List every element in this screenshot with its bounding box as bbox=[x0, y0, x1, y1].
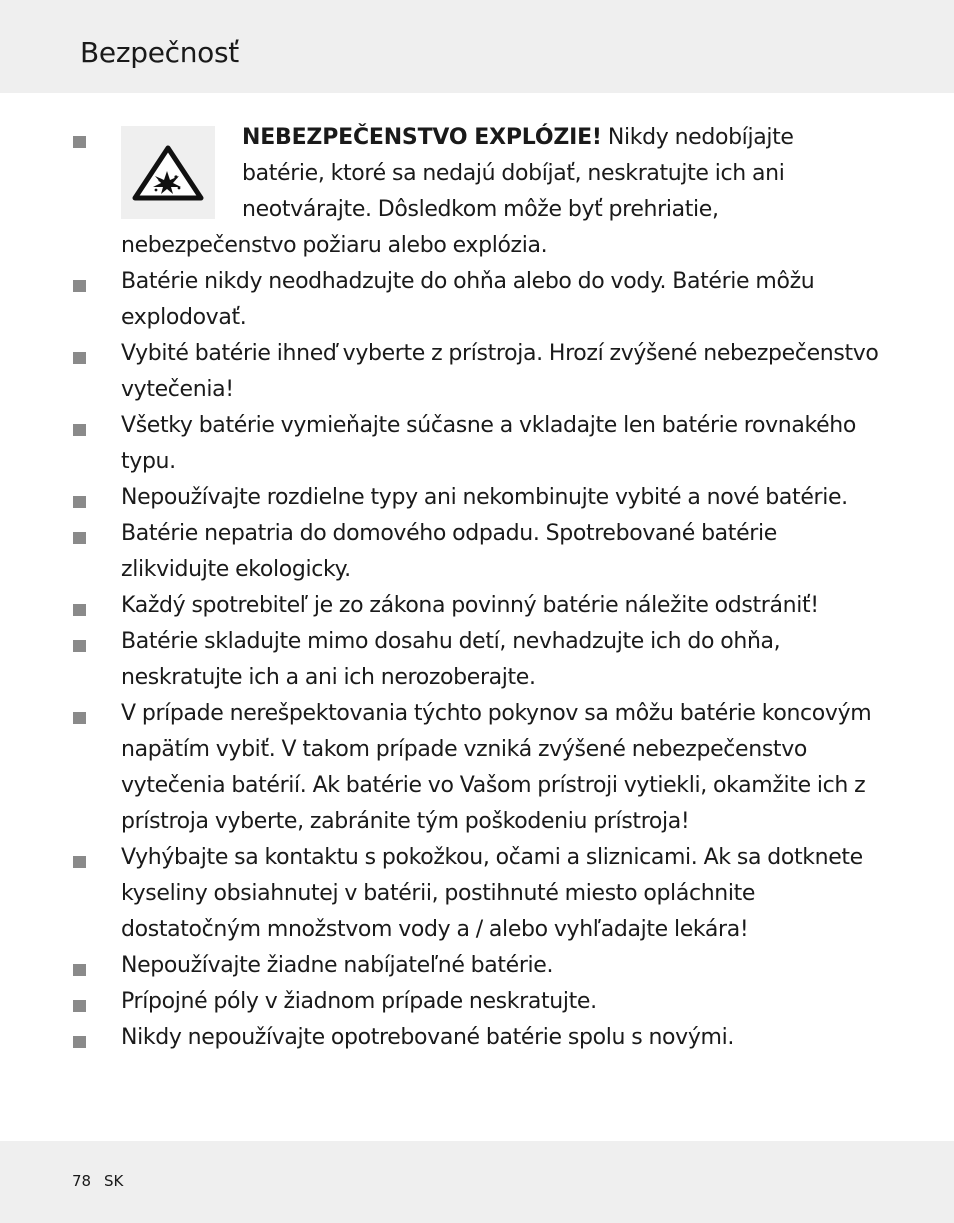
page-header bbox=[0, 0, 954, 93]
page-title: Bezpečnosť bbox=[80, 36, 239, 69]
bullet-square bbox=[73, 856, 86, 868]
list-item bbox=[0, 264, 881, 336]
list-item-text: Každý spotrebiteľ je zo zákona povinný batérie náležite odstrániť! bbox=[121, 593, 819, 618]
list-item bbox=[0, 336, 881, 408]
list-item-text: Nepoužívajte rozdielne typy ani nekombinujte vybité a nové batérie. bbox=[121, 485, 848, 510]
list-item-text: Batérie nikdy neodhadzujte do ohňa alebo do vody. Batérie môžu explodovať. bbox=[121, 269, 815, 330]
list-item-text: V prípade nerešpektovania týchto pokynov sa môžu batérie koncovým napätím vybiť. V takom prípade vzniká zvýšené nebezpečenstvo vytečenia batérií. Ak batérie vo Vašom prístroji vytiekli, okamžite ich z prístroja vyberte, zabránite tým poškodeniu prístroja! bbox=[121, 701, 872, 834]
bullet-square bbox=[73, 604, 86, 616]
list-item-text: Nikdy nepoužívajte opotrebované batérie spolu s novými. bbox=[121, 1025, 734, 1050]
list-item bbox=[0, 948, 881, 984]
bullet-square bbox=[73, 1000, 86, 1012]
list-item bbox=[0, 984, 881, 1020]
language-code: SK bbox=[104, 1172, 124, 1190]
bullet-square bbox=[73, 424, 86, 436]
bullet-square bbox=[73, 352, 86, 364]
bullet-square bbox=[73, 640, 86, 652]
list-item-text: Batérie skladujte mimo dosahu detí, nevhadzujte ich do ohňa, neskratujte ich a ani ich nerozoberajte. bbox=[121, 629, 781, 690]
bullet-square bbox=[73, 964, 86, 976]
list-item bbox=[0, 696, 881, 840]
list-item-text: Vyhýbajte sa kontaktu s pokožkou, očami a sliznicami. Ak sa dotknete kyseliny obsiahnutej v batérii, postihnuté miesto opláchnite dostatočným množstvom vody a / alebo vyhľadajte lekára! bbox=[121, 845, 863, 942]
page-footer bbox=[0, 1141, 954, 1223]
list-item bbox=[0, 624, 881, 696]
list-item-warning bbox=[0, 120, 881, 264]
safety-content bbox=[0, 120, 954, 1056]
list-item bbox=[0, 480, 881, 516]
explosion-warning-icon-graphic bbox=[132, 144, 204, 202]
safety-list bbox=[0, 120, 954, 1056]
explosion-warning-icon bbox=[121, 126, 215, 219]
list-item bbox=[0, 408, 881, 480]
bullet-square bbox=[73, 136, 86, 148]
list-item-text: Nepoužívajte žiadne nabíjateľné batérie. bbox=[121, 953, 554, 978]
list-item-text: Batérie nepatria do domového odpadu. Spotrebované batérie zlikvidujte ekologicky. bbox=[121, 521, 777, 582]
list-item bbox=[0, 840, 881, 948]
bullet-square bbox=[73, 532, 86, 544]
warning-label: NEBEZPEČENSTVO EXPLÓZIE! bbox=[242, 125, 602, 150]
bullet-square bbox=[73, 1036, 86, 1048]
bullet-square bbox=[73, 280, 86, 292]
list-item bbox=[0, 1020, 881, 1056]
list-item-text: Prípojné póly v žiadnom prípade neskratujte. bbox=[121, 989, 597, 1014]
list-item bbox=[0, 516, 881, 588]
list-item-text: Všetky batérie vymieňajte súčasne a vkladajte len batérie rovnakého typu. bbox=[121, 413, 856, 474]
list-item-text: Vybité batérie ihneď vyberte z prístroja. Hrozí zvýšené nebezpečenstvo vytečenia! bbox=[121, 341, 879, 402]
list-item bbox=[0, 588, 881, 624]
bullet-square bbox=[73, 496, 86, 508]
page-number: 78 bbox=[72, 1172, 92, 1190]
warning-text: Nikdy nedobíjajte batérie, ktoré sa nedajú dobíjať, neskratujte ich ani neotvárajte. Dôsledkom môže byť prehriatie, nebezpečenstvo požiaru alebo explózia. bbox=[121, 125, 794, 258]
bullet-square bbox=[73, 712, 86, 724]
